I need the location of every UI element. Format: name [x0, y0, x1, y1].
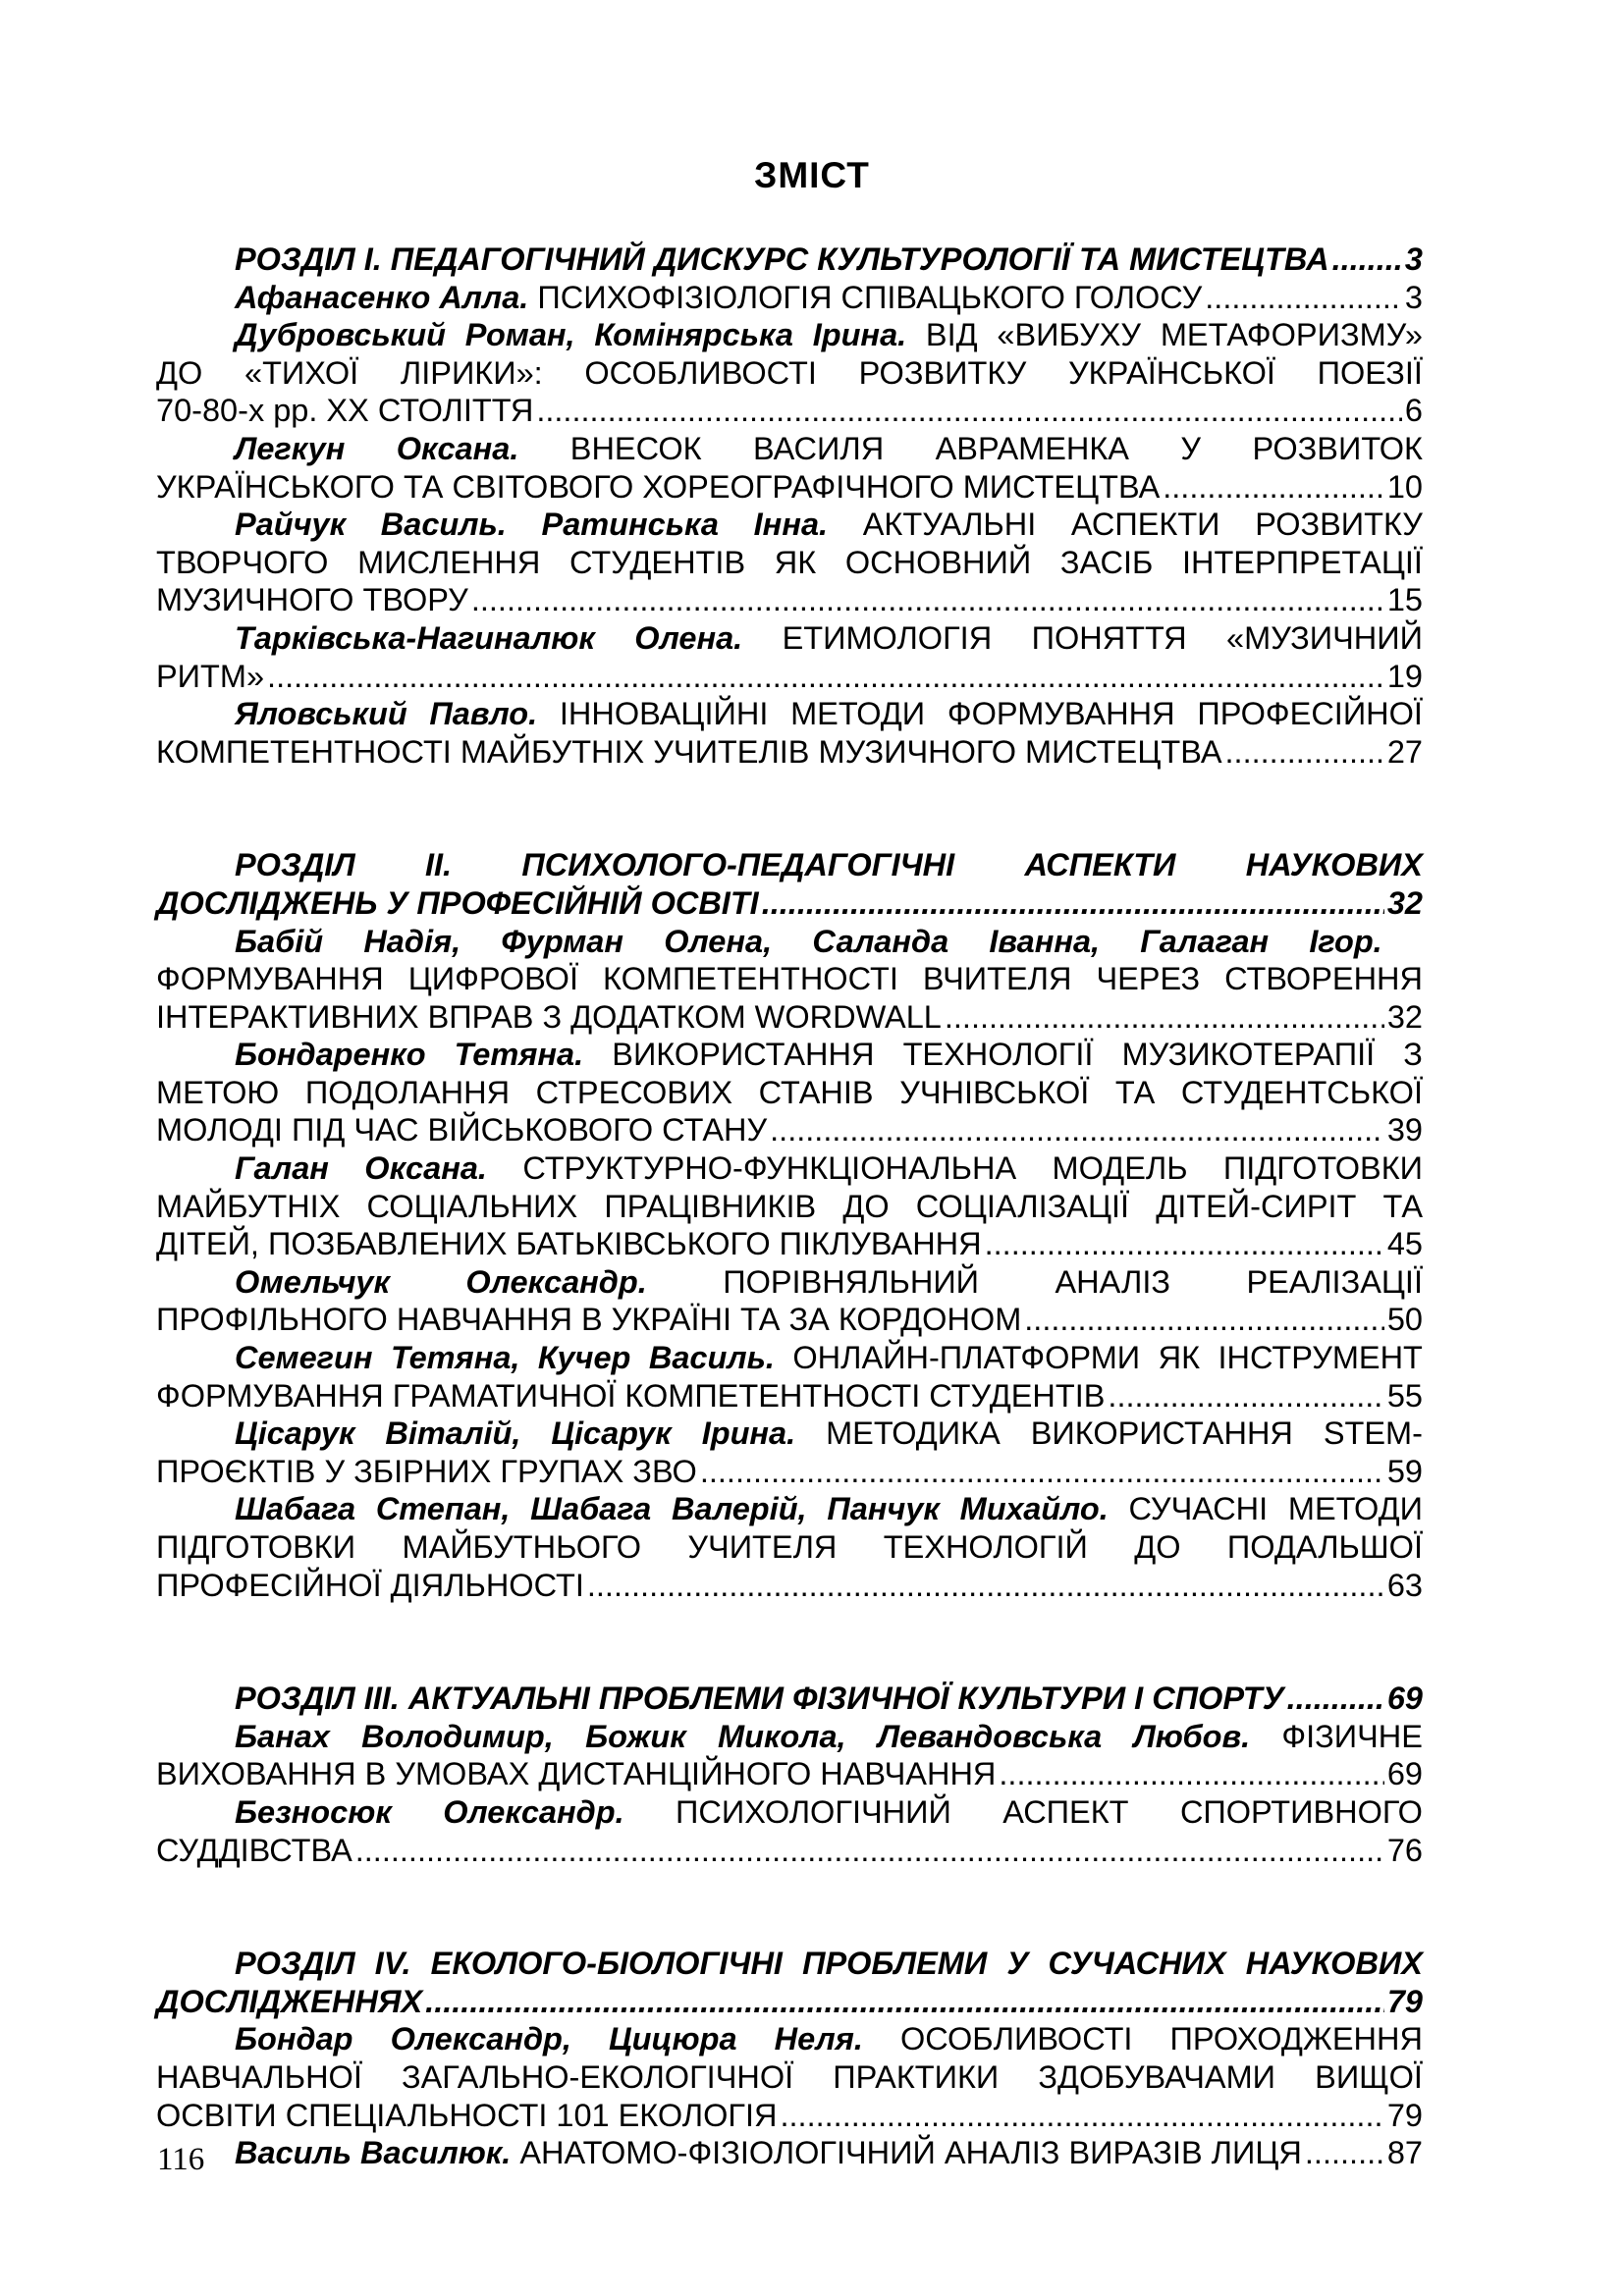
- toc-entry: [156, 279, 1423, 317]
- leader-dots: [1205, 279, 1402, 317]
- leader-dots: [1225, 733, 1384, 772]
- entry-authors-word: Валерій,: [672, 1491, 807, 1527]
- entry-title-text: ПРОЄКТІВ У ЗБІРНИХ ГРУПАХ ЗВО: [156, 1453, 697, 1489]
- entry-authors-word: Цицюра: [608, 2021, 737, 2057]
- entry-text: [156, 392, 533, 430]
- entry-authors-word: Шабага: [235, 1491, 356, 1527]
- entry-page-number: 27: [1386, 733, 1423, 770]
- entry-text: [156, 1301, 1021, 1339]
- section-heading-text: РОЗДІЛ ІІІ. АКТУАЛЬНІ ПРОБЛЕМИ ФІЗИЧНОЇ КУЛЬТУРИ І СПОРТУ: [235, 1681, 1284, 1717]
- entry-authors-word: Семегин: [235, 1340, 373, 1376]
- entry-line-last: [156, 1832, 1423, 1870]
- entry-page-number: 63: [1386, 1567, 1423, 1603]
- entry-line-last: [156, 1377, 1423, 1415]
- entry-line: НАВЧАЛЬНОЇ ЗАГАЛЬНО-ЕКОЛОГІЧНОЇ ПРАКТИКИ ЗДОБУВАЧАМИ ВИЩОЇ: [156, 2058, 1423, 2095]
- toc-entry: [156, 1149, 1423, 1263]
- entry-title-text: ПРОФЕСІЙНОЇ ДІЯЛЬНОСТІ: [156, 1567, 584, 1603]
- entry-text: [156, 581, 468, 619]
- entry-authors-word: Левандовська: [877, 1718, 1103, 1754]
- page-number: 116: [157, 2142, 205, 2177]
- toc-entry: [156, 1793, 1423, 1869]
- entry-line: Галан Оксана. СТРУКТУРНО-ФУНКЦІОНАЛЬНА МОДЕЛЬ ПІДГОТОВКИ: [235, 1150, 1423, 1187]
- toc-entry: [156, 430, 1423, 506]
- entry-title-text: КОМПЕТЕНТНОСТІ МАЙБУТНІХ УЧИТЕЛІВ МУЗИЧНОГО МИСТЕЦТВА: [156, 733, 1222, 770]
- table-of-contents: [156, 240, 1423, 2172]
- entry-authors-word: Олена,: [664, 923, 773, 959]
- entry-authors-word: Саланда: [812, 923, 949, 959]
- toc-entry: [156, 506, 1423, 619]
- entry-page-number: 6: [1404, 393, 1423, 429]
- leader-dots: [1163, 468, 1384, 507]
- entry-authors-word: Василь.: [380, 507, 507, 543]
- entry-authors: Афанасенко Алла.: [235, 279, 529, 315]
- entry-page-number: 45: [1386, 1226, 1423, 1262]
- entry-text: [156, 998, 942, 1037]
- entry-line: ФОРМУВАННЯ ЦИФРОВОЇ КОМПЕТЕНТНОСТІ ВЧИТЕЛЯ ЧЕРЕЗ СТВОРЕННЯ: [156, 961, 1423, 997]
- entry-line-last: [156, 1453, 1423, 1491]
- entry-authors-word: Василь.: [648, 1340, 775, 1376]
- entry-authors-word: Тетяна.: [454, 1037, 584, 1073]
- entry-authors-word: Володимир,: [361, 1718, 554, 1754]
- entry-page-number: 87: [1386, 2135, 1423, 2171]
- section-gap: [156, 1869, 1423, 1945]
- entry-page-number: 76: [1386, 1832, 1423, 1868]
- entry-authors-word: Тетяна,: [390, 1340, 520, 1376]
- entry-line: Дубровський Роман, Комінярська Ірина. ВІД «ВИБУХУ МЕТАФОРИЗМУ»: [235, 317, 1423, 353]
- toc-entry: [156, 1339, 1423, 1415]
- toc-entry: [156, 2020, 1423, 2134]
- entry-authors-word: Інна.: [753, 507, 829, 543]
- entry-authors-word: Оксана.: [396, 430, 519, 466]
- leader-dots: [762, 884, 1384, 923]
- entry-authors-word: Легкун: [235, 430, 346, 466]
- entry-authors-word: Галан: [235, 1150, 329, 1187]
- toc-entry: [156, 2134, 1423, 2172]
- toc-entry: [156, 316, 1423, 430]
- entry-text: [235, 279, 1202, 317]
- entry-line: ДО «ТИХОЇ ЛІРИКИ»: ОСОБЛИВОСТІ РОЗВИТКУ УКРАЇНСЬКОЇ ПОЕЗІЇ: [156, 354, 1423, 391]
- entry-authors-word: Олександр.: [465, 1263, 647, 1300]
- entry-line-last: [156, 392, 1423, 430]
- entry-authors-word: Безносюк: [235, 1793, 392, 1830]
- toc-entry: [156, 923, 1423, 1037]
- entry-page-number: 39: [1386, 1112, 1423, 1148]
- entry-line: Легкун Оксана. ВНЕСОК ВАСИЛЯ АВРАМЕНКА У РОЗВИТОК: [235, 430, 1423, 466]
- entry-line-last: [156, 1301, 1423, 1339]
- section-heading-line: РОЗДІЛ ІІ. ПСИХОЛОГО-ПЕДАГОГІЧНІ АСПЕКТИ НАУКОВИХ: [235, 847, 1423, 883]
- leader-dots: [1287, 1680, 1384, 1718]
- section-heading-text: РОЗДІЛ І. ПЕДАГОГІЧНИЙ ДИСКУРС КУЛЬТУРОЛОГІЇ ТА МИСТЕЦТВА: [235, 241, 1329, 277]
- entry-page-number: 10: [1386, 468, 1423, 505]
- leader-dots: [1305, 2134, 1384, 2172]
- entry-page-number: 59: [1386, 1453, 1423, 1489]
- entry-authors-word: Неля.: [774, 2021, 863, 2057]
- entry-authors-word: Тарківська-Нагиналюк: [235, 619, 595, 656]
- entry-line: МЕТОЮ ПОДОЛАННЯ СТРЕСОВИХ СТАНІВ УЧНІВСЬКОЇ ТА СТУДЕНТСЬКОЇ: [156, 1074, 1423, 1110]
- entry-authors-word: Віталій,: [385, 1415, 521, 1452]
- section-page-number: 32: [1386, 884, 1423, 921]
- toc-entry: [156, 1263, 1423, 1339]
- entry-line-last: [156, 1225, 1423, 1263]
- leader-dots: [587, 1567, 1384, 1605]
- entry-authors-word: Кучер: [537, 1340, 631, 1376]
- entry-line: ПІДГОТОВКИ МАЙБУТНЬОГО УЧИТЕЛЯ ТЕХНОЛОГІЙ ДО ПОДАЛЬШОЇ: [156, 1529, 1423, 1565]
- entry-title-text: МОЛОДІ ПІД ЧАС ВІЙСЬКОВОГО СТАНУ: [156, 1112, 768, 1148]
- section-gap: [156, 1604, 1423, 1680]
- entry-line: [156, 923, 1423, 961]
- entry-page-number: 69: [1386, 1756, 1423, 1792]
- entry-authors-word: Яловський: [235, 696, 407, 732]
- section-heading-text: ДОСЛІДЖЕНЬ У ПРОФЕСІЙНІЙ ОСВІТІ: [156, 884, 759, 921]
- entry-text: [156, 468, 1160, 507]
- entry-authors-word: Ратинська: [541, 507, 719, 543]
- entry-page-number: 79: [1386, 2097, 1423, 2133]
- entry-text: [156, 1111, 767, 1149]
- entry-title-text: УКРАЇНСЬКОГО ТА СВІТОВОГО ХОРЕОГРАФІЧНОГО МИСТЕЦТВА: [156, 468, 1161, 505]
- toc-entry: [156, 1036, 1423, 1149]
- section-page-number: 3: [1404, 241, 1423, 277]
- entry-text: [156, 1225, 982, 1263]
- entry-authors-word: Панчук: [827, 1491, 940, 1527]
- page-title: ЗМІСТ: [754, 155, 870, 195]
- entry-line: Цісарук Віталій, Цісарук Ірина. МЕТОДИКА ВИКОРИСТАННЯ STEM-: [235, 1415, 1423, 1452]
- entry-text: [156, 1567, 584, 1605]
- entry-page-number: 15: [1386, 582, 1423, 618]
- entry-authors-word: Ігор.: [1309, 923, 1382, 959]
- entry-line-last: [156, 998, 1423, 1037]
- entry-line-last: [156, 658, 1423, 696]
- entry-authors-word: Бондар: [235, 2021, 353, 2057]
- entry-line-last: [156, 1567, 1423, 1605]
- entry-authors-word: Божик: [585, 1718, 686, 1754]
- entry-authors-word: Ірина.: [701, 1415, 796, 1452]
- entry-line: Яловський Павло. ІННОВАЦІЙНІ МЕТОДИ ФОРМУВАННЯ ПРОФЕСІЙНОЇ: [235, 696, 1423, 732]
- section-heading: [156, 1680, 1423, 1718]
- entry-line: Банах Володимир, Божик Микола, Левандовська Любов. ФІЗИЧНЕ: [235, 1718, 1423, 1754]
- entry-title-text: МУЗИЧНОГО ТВОРУ: [156, 582, 468, 618]
- entry-authors-word: Олена.: [634, 619, 743, 656]
- entry-authors-word: Олександр.: [443, 1793, 624, 1830]
- entry-text: [156, 658, 264, 696]
- entry-line: Семегин Тетяна, Кучер Василь. ОНЛАЙН-ПЛАТФОРМИ ЯК ІНСТРУМЕНТ: [235, 1340, 1423, 1376]
- entry-line: Безносюк Олександр. ПСИХОЛОГІЧНИЙ АСПЕКТ СПОРТИВНОГО: [235, 1793, 1423, 1830]
- entry-line: Шабага Степан, Шабага Валерій, Панчук Михайло. СУЧАСНІ МЕТОДИ: [235, 1491, 1423, 1527]
- entry-title-text: ФОРМУВАННЯ ГРАМАТИЧНОЇ КОМПЕТЕНТНОСТІ СТУДЕНТІВ: [156, 1377, 1106, 1414]
- toc-entry: [156, 1490, 1423, 1604]
- section-page-number: 69: [1386, 1681, 1423, 1717]
- entry-title-text: ІНТЕРАКТИВНИХ ВПРАВ З ДОДАТКОМ WORDWALL: [156, 998, 942, 1035]
- entry-page-number: 3: [1404, 279, 1423, 315]
- entry-title-text: АНАТОМО-ФІЗІОЛОГІЧНИЙ АНАЛІЗ ВИРАЗІВ ЛИЦЯ: [511, 2135, 1302, 2171]
- leader-dots: [1024, 1301, 1384, 1339]
- entry-title-text: ОСВІТИ СПЕЦІАЛЬНОСТІ 101 ЕКОЛОГІЯ: [156, 2097, 778, 2133]
- entry-authors-word: Надія,: [363, 923, 461, 959]
- section-heading-line: РОЗДІЛ IV. ЕКОЛОГО-БІОЛОГІЧНІ ПРОБЛЕМИ У СУЧАСНИХ НАУКОВИХ: [235, 1946, 1423, 1982]
- toc-entry: [156, 619, 1423, 695]
- toc-entry: [156, 1415, 1423, 1490]
- entry-authors-word: Степан,: [375, 1491, 511, 1527]
- entry-authors-word: Любов.: [1133, 1718, 1251, 1754]
- entry-text: [156, 1453, 697, 1491]
- leader-dots: [1108, 1377, 1383, 1415]
- toc-entry: [156, 695, 1423, 771]
- leader-dots: [1332, 240, 1402, 279]
- entry-line-last: [156, 1755, 1423, 1793]
- entry-authors-word: Фурман: [501, 923, 623, 959]
- entry-authors-word: Шабага: [530, 1491, 652, 1527]
- entry-authors-word: Райчук: [235, 507, 347, 543]
- leader-dots: [700, 1453, 1384, 1491]
- entry-title-text: 70-80-х рр. ХХ СТОЛІТТЯ: [156, 393, 534, 429]
- leader-dots: [355, 1832, 1384, 1870]
- entry-authors-word: Комінярська: [594, 317, 793, 353]
- entry-page-number: 50: [1386, 1302, 1423, 1338]
- entry-page-number: 19: [1386, 658, 1423, 694]
- entry-authors-word: Галаган: [1140, 923, 1270, 959]
- entry-text: [156, 1755, 996, 1793]
- entry-authors-word: Оксана.: [364, 1150, 487, 1187]
- entry-line: Тарківська-Нагиналюк Олена. ЕТИМОЛОГІЯ ПОНЯТТЯ «МУЗИЧНИЙ: [235, 619, 1423, 656]
- entry-authors-word: Роман,: [464, 317, 575, 353]
- entry-authors-word: Михайло.: [959, 1491, 1109, 1527]
- entry-authors-word: Цісарук: [235, 1415, 355, 1452]
- entry-authors: Василь Василюк.: [235, 2135, 512, 2171]
- toc-entry: [156, 1718, 1423, 1793]
- entry-authors-word: Павло.: [429, 696, 538, 732]
- entry-authors-word: Іванна,: [989, 923, 1101, 959]
- entry-title-text: ДІТЕЙ, ПОЗБАВЛЕНИХ БАТЬКІВСЬКОГО ПІКЛУВАННЯ: [156, 1226, 982, 1262]
- entry-authors-word: Олександр,: [390, 2021, 571, 2057]
- entry-text: [156, 733, 1222, 772]
- section-page-number: 79: [1386, 1983, 1423, 2019]
- leader-dots: [985, 1225, 1384, 1263]
- entry-text: [235, 2134, 1302, 2172]
- entry-authors-word: Дубровський: [235, 317, 446, 353]
- leader-dots: [536, 392, 1402, 430]
- entry-title-text: ПРОФІЛЬНОГО НАВЧАННЯ В УКРАЇНІ ТА ЗА КОРДОНОМ: [156, 1302, 1022, 1338]
- entry-line-last: [156, 581, 1423, 619]
- section-heading: [156, 884, 1423, 923]
- entry-text: [156, 2097, 778, 2135]
- entry-text: [156, 1377, 1105, 1415]
- section-heading: [156, 240, 1423, 279]
- leader-dots: [945, 998, 1384, 1037]
- entry-authors-word: Банах: [235, 1718, 330, 1754]
- entry-page-number: 32: [1386, 998, 1423, 1035]
- entry-authors-word: Бондаренко: [235, 1037, 426, 1073]
- entry-text: [156, 1832, 352, 1870]
- entry-line: Омельчук Олександр. ПОРІВНЯЛЬНИЙ АНАЛІЗ РЕАЛІЗАЦІЇ: [235, 1263, 1423, 1300]
- leader-dots: [267, 658, 1384, 696]
- leader-dots: [425, 1983, 1384, 2021]
- section-heading: [156, 1983, 1423, 2021]
- entry-line: МАЙБУТНІХ СОЦІАЛЬНИХ ПРАЦІВНИКІВ ДО СОЦІАЛІЗАЦІЇ ДІТЕЙ-СИРІТ ТА: [156, 1188, 1423, 1224]
- entry-authors-word: Бабій: [235, 923, 324, 959]
- leader-dots: [999, 1755, 1383, 1793]
- entry-page-number: 55: [1386, 1377, 1423, 1414]
- entry-line-last: [156, 2134, 1423, 2172]
- entry-line: ТВОРЧОГО МИСЛЕННЯ СТУДЕНТІВ ЯК ОСНОВНИЙ ЗАСІБ ІНТЕРПРЕТАЦІЇ: [156, 544, 1423, 580]
- entry-line-last: [156, 1111, 1423, 1149]
- entry-line: Бондар Олександр, Цицюра Неля. ОСОБЛИВОСТІ ПРОХОДЖЕННЯ: [235, 2021, 1423, 2057]
- leader-dots: [770, 1111, 1384, 1149]
- entry-line-last: [156, 279, 1423, 317]
- entry-title-text: ВИХОВАННЯ В УМОВАХ ДИСТАНЦІЙНОГО НАВЧАННЯ: [156, 1756, 997, 1792]
- entry-title-text: РИТМ»: [156, 658, 265, 694]
- entry-line-last: [156, 2097, 1423, 2135]
- entry-line: Бондаренко Тетяна. ВИКОРИСТАННЯ ТЕХНОЛОГІЇ МУЗИКОТЕРАПІЇ З: [235, 1037, 1423, 1073]
- entry-title-text: ПСИХОФІЗІОЛОГІЯ СПІВАЦЬКОГО ГОЛОСУ: [528, 279, 1203, 315]
- entry-line-last: [156, 468, 1423, 507]
- entry-authors-word: Микола,: [718, 1718, 846, 1754]
- section-heading-text: ДОСЛІДЖЕННЯХ: [156, 1983, 423, 2019]
- entry-title-text: СУДДІВСТВА: [156, 1832, 352, 1868]
- leader-dots: [471, 581, 1384, 619]
- entry-line-last: [156, 733, 1423, 772]
- leader-dots: [781, 2097, 1384, 2135]
- entry-line: Райчук Василь. Ратинська Інна. АКТУАЛЬНІ АСПЕКТИ РОЗВИТКУ: [235, 507, 1423, 543]
- entry-authors-word: Цісарук: [551, 1415, 672, 1452]
- entry-authors-word: Ірина.: [812, 317, 907, 353]
- section-gap: [156, 771, 1423, 846]
- entry-authors-word: Омельчук: [235, 1263, 390, 1300]
